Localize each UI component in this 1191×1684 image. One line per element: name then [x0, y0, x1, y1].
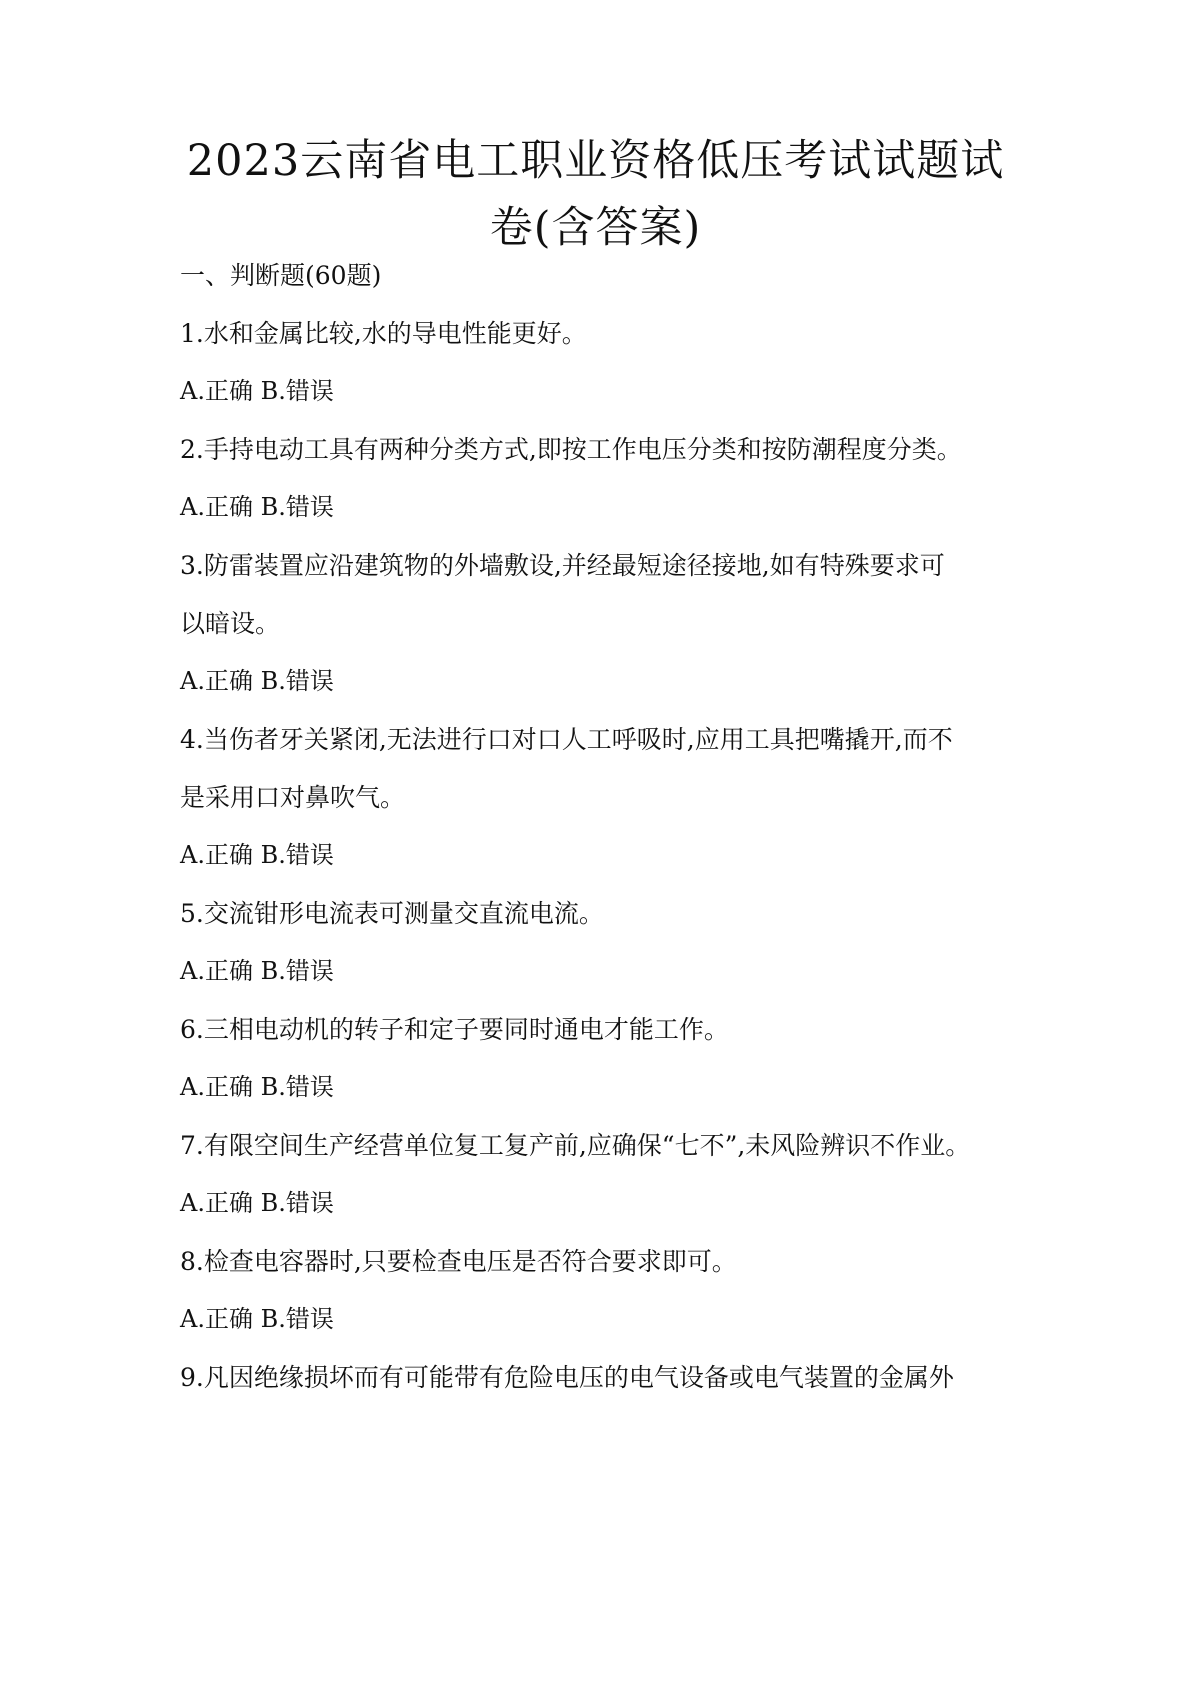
question-8-line-1: 8.检查电容器时,只要检查电压是否符合要求即可。 — [180, 1247, 737, 1276]
question-4-line-2: 是采用口对鼻吹气。 — [180, 783, 406, 812]
question-6-options: A.正确 B.错误 — [180, 1073, 334, 1101]
document-title-line-2: 卷(含答案) — [489, 203, 702, 253]
question-4-options: A.正确 B.错误 — [180, 841, 334, 869]
question-2-options: A.正确 B.错误 — [180, 493, 334, 521]
document-title-line-1: 2023云南省电工职业资格低压考试试题试 — [186, 136, 1005, 186]
question-3-options: A.正确 B.错误 — [180, 667, 334, 695]
question-7-options: A.正确 B.错误 — [180, 1189, 334, 1217]
question-9-line-1: 9.凡因绝缘损坏而有可能带有危险电压的电气设备或电气装置的金属外 — [180, 1363, 954, 1392]
question-1-line-1: 1.水和金属比较,水的导电性能更好。 — [180, 319, 587, 348]
question-5-line-1: 5.交流钳形电流表可测量交直流电流。 — [180, 899, 604, 928]
question-2-line-1: 2.手持电动工具有两种分类方式,即按工作电压分类和按防潮程度分类。 — [180, 435, 962, 464]
question-5-options: A.正确 B.错误 — [180, 957, 334, 985]
question-8-options: A.正确 B.错误 — [180, 1305, 334, 1333]
question-7-line-1: 7.有限空间生产经营单位复工复产前,应确保“七不”,未风险辨识不作业。 — [180, 1131, 971, 1160]
question-1-options: A.正确 B.错误 — [180, 377, 334, 405]
question-4-line-1: 4.当伤者牙关紧闭,无法进行口对口人工呼吸时,应用工具把嘴撬开,而不 — [180, 725, 953, 754]
question-3-line-1: 3.防雷装置应沿建筑物的外墙敷设,并经最短途径接地,如有特殊要求可 — [180, 551, 945, 580]
section-heading: 一、判断题(60题) — [180, 261, 382, 290]
question-3-line-2: 以暗设。 — [180, 609, 281, 638]
question-6-line-1: 6.三相电动机的转子和定子要同时通电才能工作。 — [180, 1015, 729, 1044]
